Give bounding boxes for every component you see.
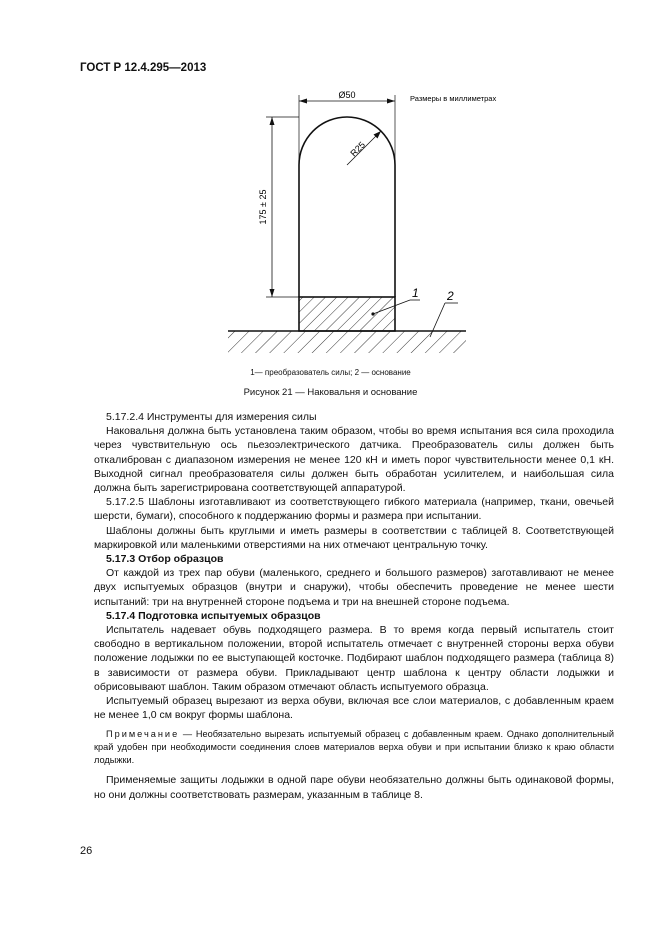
section-5-17-4-heading: 5.17.4 Подготовка испытуемых образцов bbox=[106, 609, 321, 622]
diameter-label: Ø50 bbox=[338, 90, 356, 100]
preparation-paragraph: Испытатель надевает обувь подходящего размера. В то время когда первый испытатель стоит свободно в вертикальном положении, второй испытатель отмечает с внутренней стороны верха обуви положение лодыжки по ее выступающей косточке. Подбирают шаблон подходящего размера (таблица 8) в зависимости от размера обуви. Прикладывают центр шаблона к центру области лодыжки и обрисовывают шаблон. Таким образом отмечают область испытуемого образца. bbox=[94, 624, 614, 693]
figure-legend: 1— преобразователь силы; 2 — основание bbox=[250, 368, 411, 377]
units-note: Размеры в миллиметрах bbox=[410, 94, 497, 103]
base-hatching bbox=[228, 331, 466, 353]
section-5-17-3-heading: 5.17.3 Отбор образцов bbox=[106, 553, 224, 566]
section-5-17-2-4-title: 5.17.2.4 Инструменты для измерения силы bbox=[106, 411, 317, 423]
callout-1: 1 bbox=[412, 286, 419, 300]
note-paragraph bbox=[94, 728, 614, 767]
cutting-paragraph: Испытуемый образец вырезают из верха обуви, включая все слои материалов, с добавленным краем не менее 1,0 см вокруг формы шаблона. bbox=[94, 695, 614, 722]
templates-paragraph: 5.17.2.5 Шаблоны изготавливают из соответствующего гибкого материала (например, ткани, овечьей шерсти, бумаги), способного к поддержанию формы и размера при испытании. bbox=[94, 496, 614, 523]
note-label: Примечание bbox=[106, 729, 180, 740]
body-text bbox=[94, 410, 614, 802]
force-transducer bbox=[299, 297, 395, 331]
height-label: 175 ± 25 bbox=[258, 189, 268, 225]
figure-caption: Рисунок 21 — Наковальня и основание bbox=[243, 387, 418, 398]
radius-label: R25 bbox=[348, 139, 368, 159]
anvil-figure bbox=[0, 0, 661, 380]
note-text: — Необязательно вырезать испытуемый образец с добавленным краем. Однако дополнительный край удобен при необходимости соединения слоев материалов верха обуви и при испытании близко к краю области лодыжки. bbox=[94, 729, 614, 766]
sampling-paragraph: От каждой из трех пар обуви (маленького, среднего и большого размеров) заготавливают не менее двух испытуемых образцов (внутри и снаружи), чтобы обеспечить проведение не менее шести испытаний: три на внутренней стороне подъема и три на внешней стороне подъема. bbox=[94, 567, 614, 608]
anvil-body bbox=[299, 117, 395, 297]
document-header: ГОСТ Р 12.4.295—2013 bbox=[80, 62, 207, 74]
callout-2: 2 bbox=[447, 289, 454, 303]
anvil-paragraph: Наковальня должна быть установлена таким образом, чтобы во время испытания вся сила проходила через чувствительную ось пьезоэлектрического датчика. Преобразователь силы должен быть откалиброван с диапазоном измерения не менее 120 кН и иметь порог чувствительности менее 0,1 кН. Выходной сигнал преобразователя силы должен быть обработан усилителем, и наибольшая сила должна быть зарегистрирована соответствующей аппаратурой. bbox=[94, 425, 614, 495]
ankle-protection-paragraph: Применяемые защиты лодыжки в одной паре обуви необязательно должны быть одинаковой формы, но они должны соответствовать размерам, указанным в таблице 8. bbox=[94, 774, 614, 801]
page-number: 26 bbox=[80, 845, 93, 857]
templates-shape-paragraph: Шаблоны должны быть круглыми и иметь размеры в соответствии с таблицей 8. Соответствующей маркировкой или маленькими отверстиями на них отмечают центральную точку. bbox=[94, 524, 614, 551]
